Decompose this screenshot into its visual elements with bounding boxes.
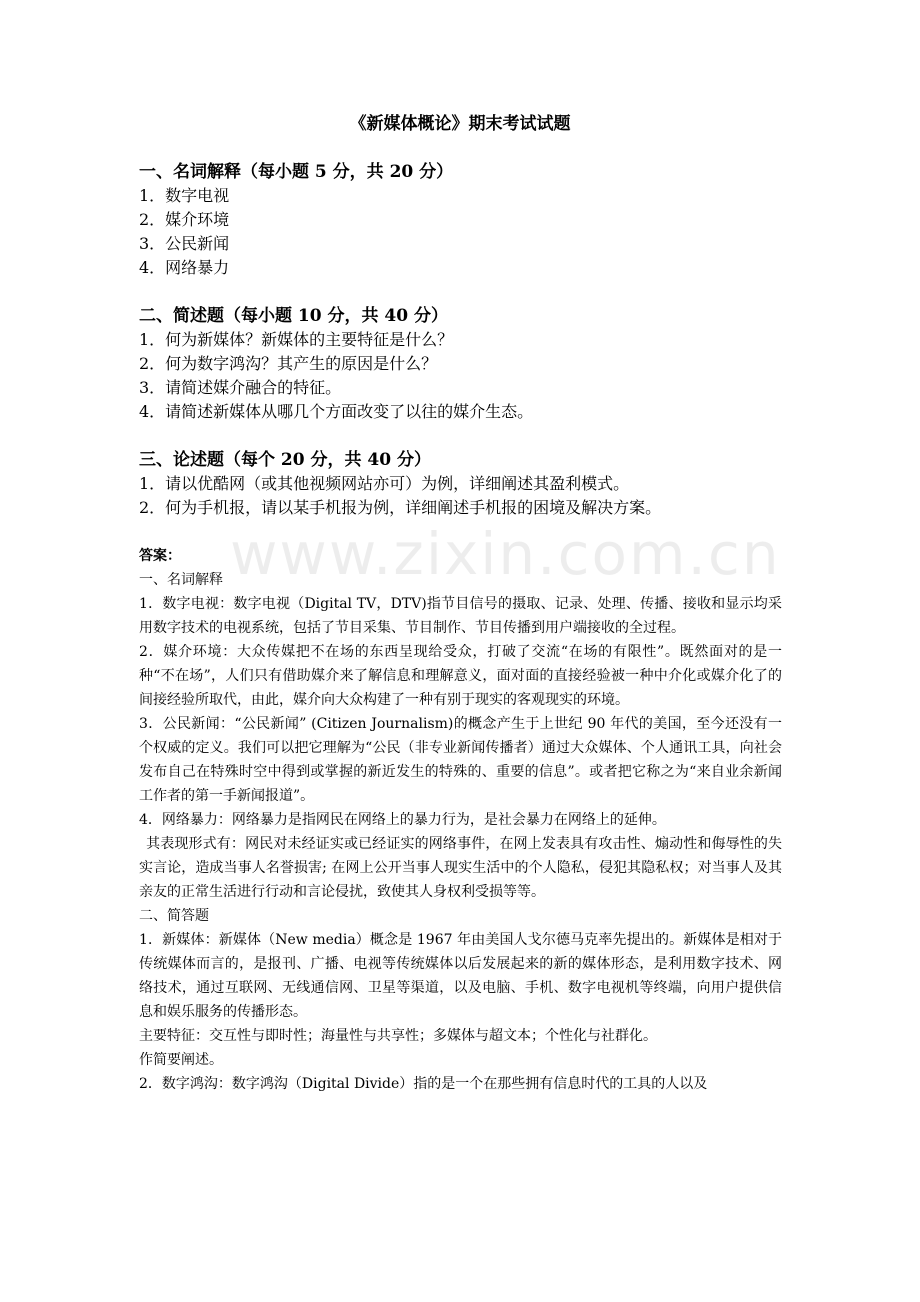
spacer	[139, 424, 789, 448]
answer-paragraph: 1．新媒体：新媒体（New media）概念是 1967 年由美国人戈尔德马克率先提出的。新媒体是相对于传统媒体而言的，是报刊、广播、电视等传统媒体以后发展起来的新的媒体形态，是利用数字技术、网络技术，通过互联网、无线通信网、卫星等渠道，以及电脑、手机、数字电视机等终端，向用户提供信息和娱乐服务的传播形态。	[139, 932, 782, 1020]
section-heading: 三、论述题（每个 20 分，共 40 分）	[139, 450, 431, 470]
answers-section	[139, 544, 782, 1096]
answer-paragraph: 3．公民新闻：“公民新闻” (Citizen Journalism)的概念产生于上世纪 90 年代的美国，至今还没有一个权威的定义。我们可以把它理解为“公民（非专业新闻传播者）通过大众媒体、个人通讯工具，向社会发布自己在特殊时空中得到或掌握的新近发生的特殊的、重要的信息”。或者把它称之为“来自业余新闻工作者的第一手新闻报道”。	[139, 716, 782, 804]
question-item: 2．媒介环境	[139, 210, 230, 229]
answer-text: 其表现形式有：网民对未经证实或已经证实的网络事件，在网上发表具有攻击性、煽动性和侮辱性的失实言论，造成当事人名誉损害; 在网上公开当事人现实生活中的个人隐私，侵犯其隐私权；对当事人及其亲友的正常生活进行行动和言论侵扰，致使其人身权利受损等等。	[139, 836, 782, 900]
question-item: 1．何为新媒体？新媒体的主要特征是什么？	[139, 330, 454, 349]
section-heading: 一、名词解释（每小题 5 分，共 20 分）	[139, 162, 454, 182]
answer-paragraph: 2．数字鸿沟：数字鸿沟（Digital Divide）指的是一个在那些拥有信息时代的工具的人以及	[139, 1076, 708, 1092]
question-item: 1．数字电视	[139, 186, 230, 205]
answers-part-heading: 二、简答题	[139, 908, 209, 924]
answers-part-heading: 一、名词解释	[139, 572, 223, 588]
question-item: 4．请简述新媒体从哪几个方面改变了以往的媒介生态。	[139, 402, 534, 421]
answers-heading: 答案：	[139, 548, 181, 564]
question-item: 3．公民新闻	[139, 234, 230, 253]
question-item: 1．请以优酷网（或其他视频网站亦可）为例，详细阐述其盈利模式。	[139, 474, 630, 493]
exam-title: 《新媒体概论》期末考试试题	[349, 114, 571, 134]
question-item: 3．请简述媒介融合的特征。	[139, 378, 342, 397]
answer-paragraph: 主要特征：交互性与即时性；海量性与共享性；多媒体与超文本；个性化与社群化。	[139, 1028, 657, 1044]
watermark-text: www.zixin.com.cn	[230, 520, 781, 588]
question-item: 2．何为手机报，请以某手机报为例，详细阐述手机报的困境及解决方案。	[139, 498, 662, 517]
spacer	[139, 280, 789, 304]
answer-paragraph: 1．数字电视：数字电视（Digital TV，DTV)指节目信号的摄取、记录、处理、传播、接收和显示均采用数字技术的电视系统，包括了节目采集、节目制作、节目传播到用户端接收的全过程。	[139, 596, 782, 636]
question-item: 4．网络暴力	[139, 258, 230, 277]
section-heading: 二、简述题（每小题 10 分，共 40 分）	[139, 306, 448, 326]
answer-paragraph-indented	[139, 832, 782, 904]
answer-paragraph: 2．媒介环境：大众传媒把不在场的东西呈现给受众，打破了交流“在场的有限性”。既然面对的是一种“不在场”，人们只有借助媒介来了解信息和理解意义，面对面的直接经验被一种中介化或媒介化了的间接经验所取代，由此，媒介向大众构建了一种有别于现实的客观现实的环境。	[139, 644, 782, 708]
question-item: 2．何为数字鸿沟？其产生的原因是什么？	[139, 354, 438, 373]
answer-paragraph: 作简要阐述。	[139, 1052, 223, 1068]
answer-paragraph: 4．网络暴力：网络暴力是指网民在网络上的暴力行为，是社会暴力在网络上的延伸。	[139, 812, 666, 828]
exam-questions	[139, 160, 789, 520]
